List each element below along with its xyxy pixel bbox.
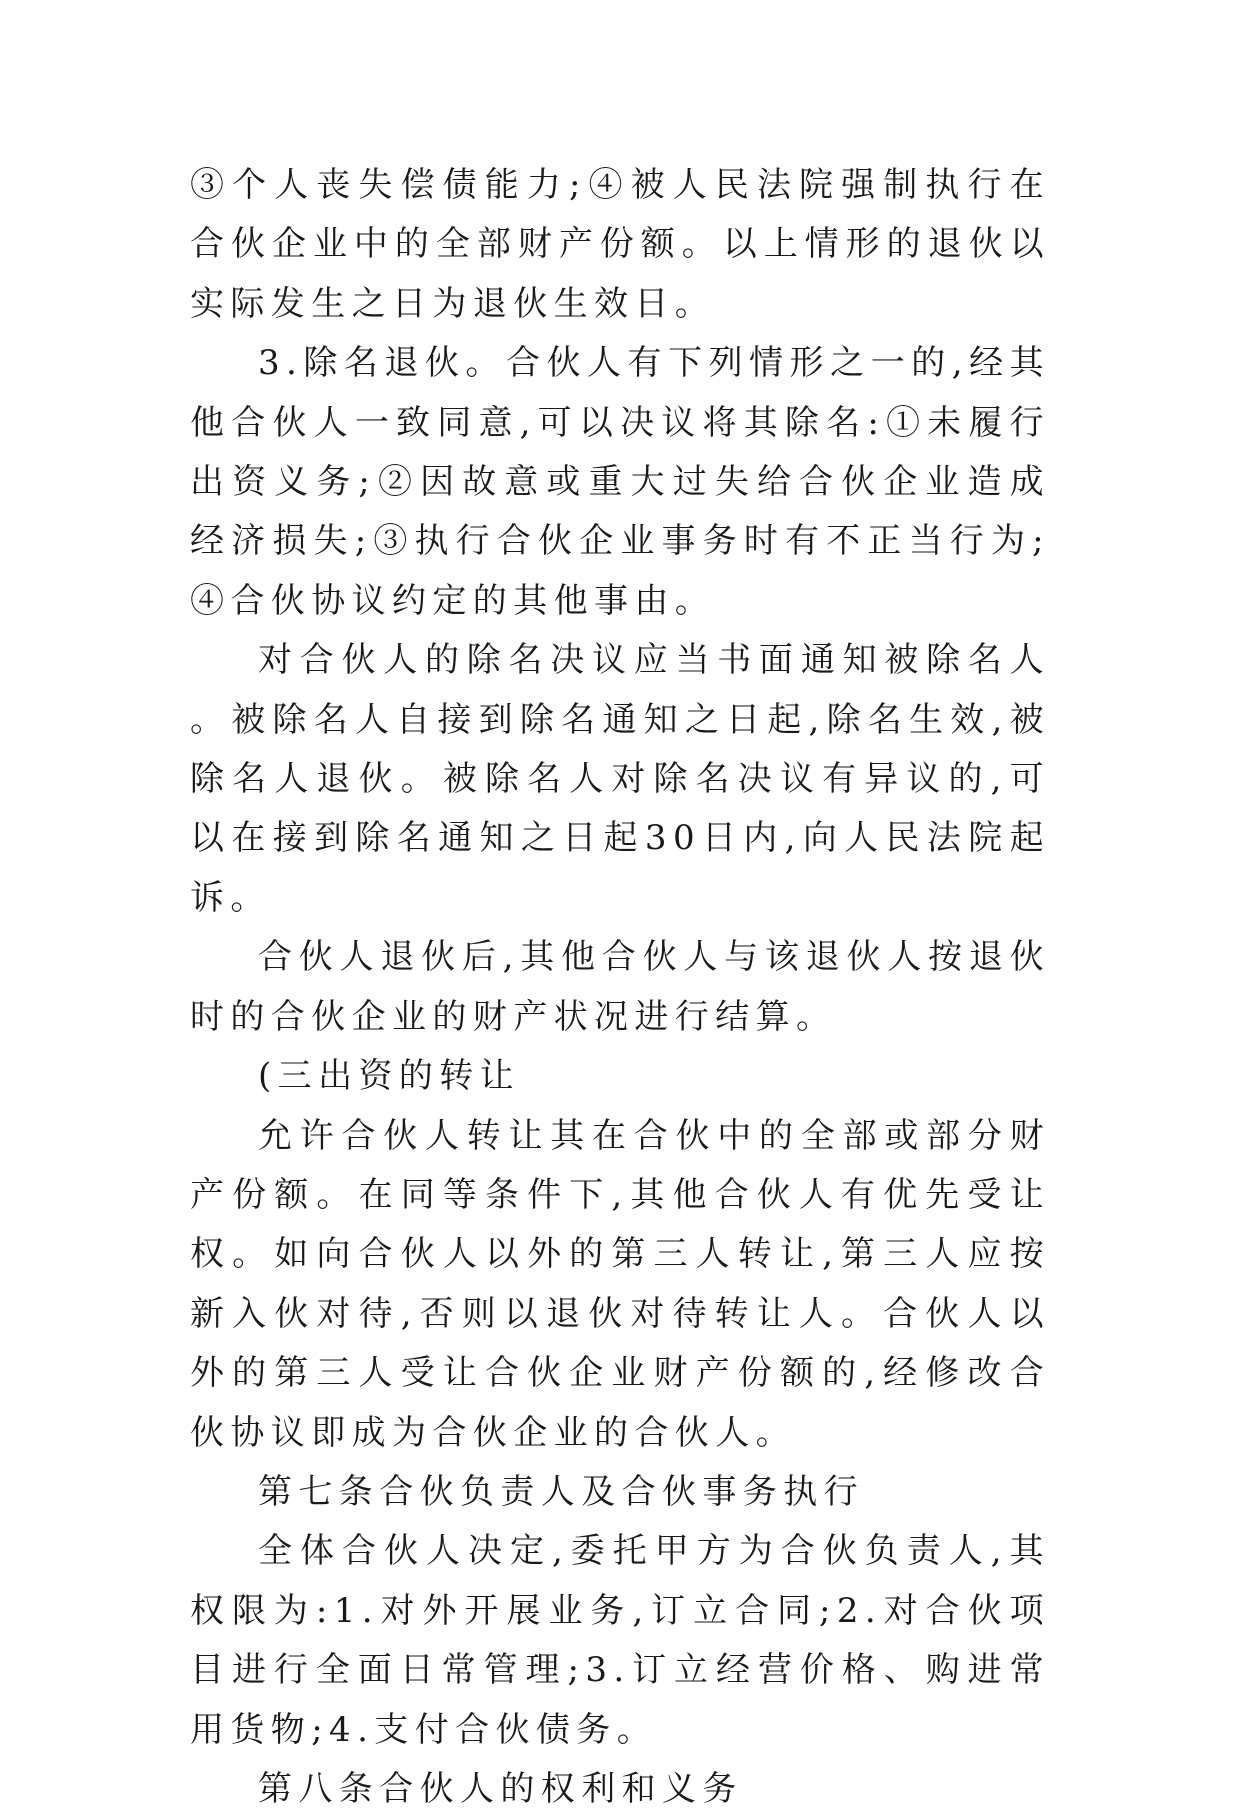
article-heading-7: 第七条合伙负责人及合伙事务执行 [258,1471,864,1512]
paragraph-expulsion: 3.除名退伙。合伙人有下列情形之一的,经其他合伙人一致同意,可以决议将其除名:①未履行出资义务;②因故意或重大过失给合伙企业造成经济损失;③执行合伙企业事务时有不正当行为;④合伙协议约定的其他事由。 [190,343,1050,621]
paragraph-capital-transfer: 允许合伙人转让其在合伙中的全部或部分财产份额。在同等条件下,其他合伙人有优先受让权。如向合伙人以外的第三人转让,第三人应按新入伙对待,否则以退伙对待转让人。合伙人以外的第三人受让合伙企业财产份额的,经修改合伙协议即成为合伙企业的合伙人。 [190,1115,1050,1453]
document-page [190,156,1050,1819]
article-heading-8: 第八条合伙人的权利和义务 [258,1768,743,1809]
paragraph-expulsion-notice: 对合伙人的除名决议应当书面通知被除名人。被除名人自接到除名通知之日起,除名生效,被除名人退伙。被除名人对除名决议有异议的,可以在接到除名通知之日起30日内,向人民法院起诉。 [190,640,1050,918]
paragraph-partnership-manager: 全体合伙人决定,委托甲方为合伙负责人,其权限为:1.对外开展业务,订立合同;2.对合伙项目进行全面日常管理;3.订立经营价格、购进常用货物;4.支付合伙债务。 [190,1531,1050,1750]
paragraph-retirement-circumstances: ③个人丧失偿债能力;④被人民法院强制执行在合伙企业中的全部财产份额。以上情形的退伙以实际发生之日为退伙生效日。 [190,165,1050,324]
section-heading-capital-transfer: (三出资的转让 [258,1056,521,1097]
paragraph-settlement: 合伙人退伙后,其他合伙人与该退伙人按退伙时的合伙企业的财产状况进行结算。 [190,937,1050,1037]
